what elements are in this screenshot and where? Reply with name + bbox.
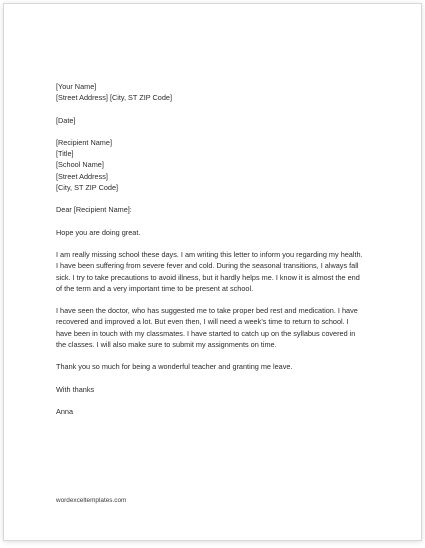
recipient-school: [School Name]	[56, 160, 104, 170]
recipient-name: [Recipient Name]	[56, 137, 112, 147]
paragraph-thanks: Thank you so much for being a wonderful teacher and granting me leave.	[56, 362, 293, 372]
signature: Anna	[56, 406, 74, 416]
sender-address: [Street Address] [City, ST ZIP Code]	[56, 93, 172, 103]
letter-body	[56, 81, 368, 417]
salutation: Dear [Recipient Name]:	[56, 205, 132, 215]
sender-name: [Your Name]	[56, 82, 97, 91]
paragraph-greeting: Hope you are doing great.	[56, 227, 141, 237]
closing: With thanks	[56, 384, 95, 394]
sender-block	[56, 81, 368, 104]
recipient-block	[56, 137, 368, 193]
paragraph-recovery: I have seen the doctor, who has suggested me to take proper bed rest and medication. I have recovered and improved a lot. But even then, I will need a week’s time to return to school. I have been in touch with my classmates. I have started to catch up on the syllabus covered in the classes. I will also make sure to submit my assignments on time.	[56, 306, 358, 350]
recipient-city: [City, ST ZIP Code]	[56, 183, 119, 193]
recipient-street: [Street Address]	[56, 171, 108, 181]
paragraph-health: I am really missing school these days. I am writing this letter to inform you regarding my health. I have been suffering from severe fever and cold. During the seasonal transitions, I always fall sick. I try to take precautions to avoid illness, but it hardly helps me. I know it is almost the end of the term and a very important time to be present at school.	[56, 249, 363, 293]
letter-page	[4, 4, 421, 540]
letter-date: [Date]	[56, 115, 76, 125]
footer-website: wordexceltemplates.com	[56, 497, 127, 504]
recipient-title: [Title]	[56, 149, 74, 159]
